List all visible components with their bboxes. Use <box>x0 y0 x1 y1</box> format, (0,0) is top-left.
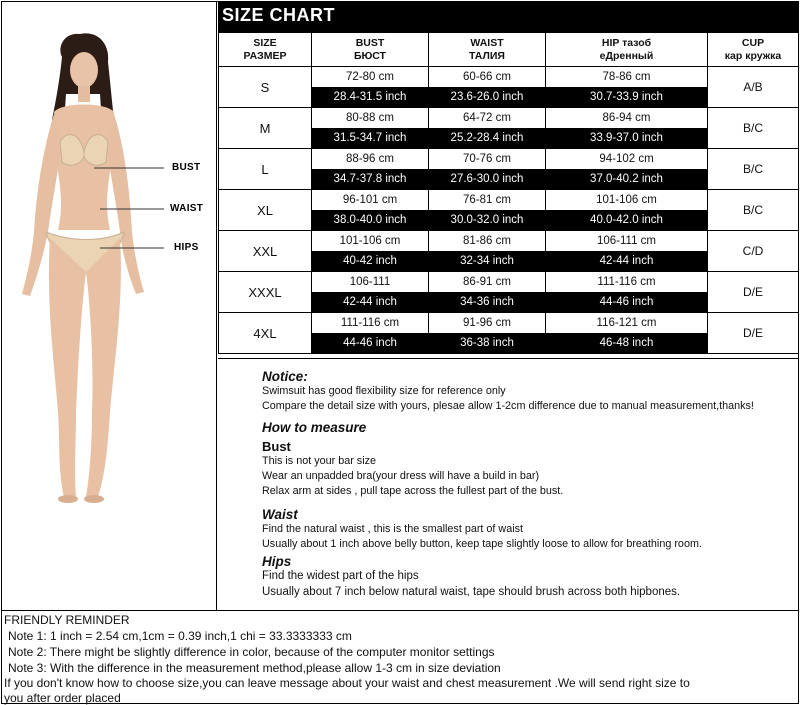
waist-inch-cell: 30.0-32.0 inch <box>429 210 546 231</box>
hip-inch-cell: 40.0-42.0 inch <box>546 210 708 231</box>
model-panel <box>2 2 217 610</box>
hips-line-2: Usually about 7 inch below natural waist, tape should brush across both hipbones. <box>262 586 681 598</box>
table-header-row <box>219 33 799 67</box>
hip-cm-cell: 101-106 cm <box>546 190 708 211</box>
header-size: SIZE РАЗМЕР <box>219 33 312 67</box>
bust-inch-cell: 40-42 inch <box>312 251 429 272</box>
hip-inch-cell: 44-46 inch <box>546 292 708 313</box>
notice-heading: Notice: <box>262 369 308 384</box>
table-row <box>219 272 799 293</box>
reminder-note-1: Note 1: 1 inch = 2.54 cm,1cm = 0.39 inch,1 chi = 33.3333333 cm <box>8 629 352 643</box>
hips-heading: Hips <box>262 554 292 569</box>
waist-cm-cell: 81-86 cm <box>429 231 546 252</box>
hip-cm-cell: 106-111 cm <box>546 231 708 252</box>
waist-inch-cell: 25.2-28.4 inch <box>429 128 546 149</box>
header-cup: CUP кар кружка <box>708 33 799 67</box>
hip-cm-cell: 116-121 cm <box>546 313 708 334</box>
cup-cell: C/D <box>708 231 799 272</box>
waist-inch-cell: 36-38 inch <box>429 333 546 354</box>
friendly-reminder <box>2 610 798 703</box>
cup-cell: B/C <box>708 149 799 190</box>
bust-inch-cell: 44-46 inch <box>312 333 429 354</box>
table-row <box>219 67 799 88</box>
cup-cell: B/C <box>708 108 799 149</box>
model-figure <box>2 2 217 610</box>
size-cell: M <box>219 108 312 149</box>
title-bar <box>218 2 798 32</box>
hip-inch-cell: 46-48 inch <box>546 333 708 354</box>
waist-cm-cell: 76-81 cm <box>429 190 546 211</box>
bust-cm-cell: 101-106 cm <box>312 231 429 252</box>
waist-cm-cell: 64-72 cm <box>429 108 546 129</box>
waist-heading: Waist <box>262 507 298 522</box>
waist-cm-cell: 70-76 cm <box>429 149 546 170</box>
hips-label: HIPS <box>174 242 199 253</box>
bust-cm-cell: 96-101 cm <box>312 190 429 211</box>
bust-heading: Bust <box>262 439 291 454</box>
notice-panel <box>218 358 798 610</box>
hips-line-1: Find the widest part of the hips <box>262 570 419 582</box>
hip-cm-cell: 86-94 cm <box>546 108 708 129</box>
header-waist: WAIST ТАЛИЯ <box>429 33 546 67</box>
size-cell: S <box>219 67 312 108</box>
reminder-note-4: If you don't know how to choose size,you can leave message about your waist and chest measurement .We will send right size to <box>4 676 690 690</box>
how-to-measure-heading: How to measure <box>262 420 367 435</box>
table-row <box>219 149 799 170</box>
waist-line-2: Usually about 1 inch above belly button, keep tape slightly loose to allow for breathing room. <box>262 538 702 550</box>
size-table <box>218 32 799 354</box>
bust-cm-cell: 111-116 cm <box>312 313 429 334</box>
reminder-note-5: you after order placed <box>4 691 121 705</box>
hip-inch-cell: 37.0-40.2 inch <box>546 169 708 190</box>
page-title: SIZE CHART <box>222 5 335 25</box>
reminder-note-3: Note 3: With the difference in the measurement method,please allow 1-3 cm in size deviation <box>8 661 501 675</box>
header-hip: HIP тазоб еДренный <box>546 33 708 67</box>
hip-inch-cell: 30.7-33.9 inch <box>546 87 708 108</box>
notice-line-1: Swimsuit has good flexibility size for reference only <box>262 385 506 397</box>
size-cell: XXL <box>219 231 312 272</box>
table-row <box>219 108 799 129</box>
hip-inch-cell: 42-44 inch <box>546 251 708 272</box>
table-row <box>219 313 799 334</box>
bust-line-2: Wear an unpadded bra(your dress will have a build in bar) <box>262 470 540 482</box>
bust-inch-cell: 31.5-34.7 inch <box>312 128 429 149</box>
notice-line-2: Compare the detail size with yours, plesae allow 1-2cm difference due to manual measurement,thanks! <box>262 400 754 412</box>
hip-inch-cell: 33.9-37.0 inch <box>546 128 708 149</box>
bust-cm-cell: 80-88 cm <box>312 108 429 129</box>
waist-inch-cell: 27.6-30.0 inch <box>429 169 546 190</box>
bust-cm-cell: 88-96 cm <box>312 149 429 170</box>
table-row <box>219 190 799 211</box>
waist-cm-cell: 86-91 cm <box>429 272 546 293</box>
bust-label: BUST <box>172 162 201 173</box>
reminder-note-2: Note 2: There might be slightly difference in color, because of the computer monitor settings <box>8 645 495 659</box>
hip-cm-cell: 111-116 cm <box>546 272 708 293</box>
waist-label: WAIST <box>170 203 204 214</box>
waist-inch-cell: 32-34 inch <box>429 251 546 272</box>
cup-cell: A/B <box>708 67 799 108</box>
bust-line-1: This is not your bar size <box>262 455 377 467</box>
bust-inch-cell: 38.0-40.0 inch <box>312 210 429 231</box>
bust-cm-cell: 72-80 cm <box>312 67 429 88</box>
size-cell: L <box>219 149 312 190</box>
bust-inch-cell: 28.4-31.5 inch <box>312 87 429 108</box>
bust-cm-cell: 106-111 <box>312 272 429 293</box>
hip-cm-cell: 78-86 cm <box>546 67 708 88</box>
size-cell: 4XL <box>219 313 312 354</box>
bust-line-3: Relax arm at sides , pull tape across the fullest part of the bust. <box>262 485 564 497</box>
waist-cm-cell: 91-96 cm <box>429 313 546 334</box>
size-cell: XXXL <box>219 272 312 313</box>
bust-inch-cell: 34.7-37.8 inch <box>312 169 429 190</box>
waist-inch-cell: 23.6-26.0 inch <box>429 87 546 108</box>
waist-line-1: Find the natural waist , this is the smallest part of waist <box>262 523 524 535</box>
cup-cell: D/E <box>708 272 799 313</box>
cup-cell: B/C <box>708 190 799 231</box>
hip-cm-cell: 94-102 cm <box>546 149 708 170</box>
waist-inch-cell: 34-36 inch <box>429 292 546 313</box>
table-row <box>219 231 799 252</box>
waist-cm-cell: 60-66 cm <box>429 67 546 88</box>
size-cell: XL <box>219 190 312 231</box>
header-bust: BUST БЮСТ <box>312 33 429 67</box>
reminder-heading: FRIENDLY REMINDER <box>4 613 130 627</box>
cup-cell: D/E <box>708 313 799 354</box>
bust-inch-cell: 42-44 inch <box>312 292 429 313</box>
